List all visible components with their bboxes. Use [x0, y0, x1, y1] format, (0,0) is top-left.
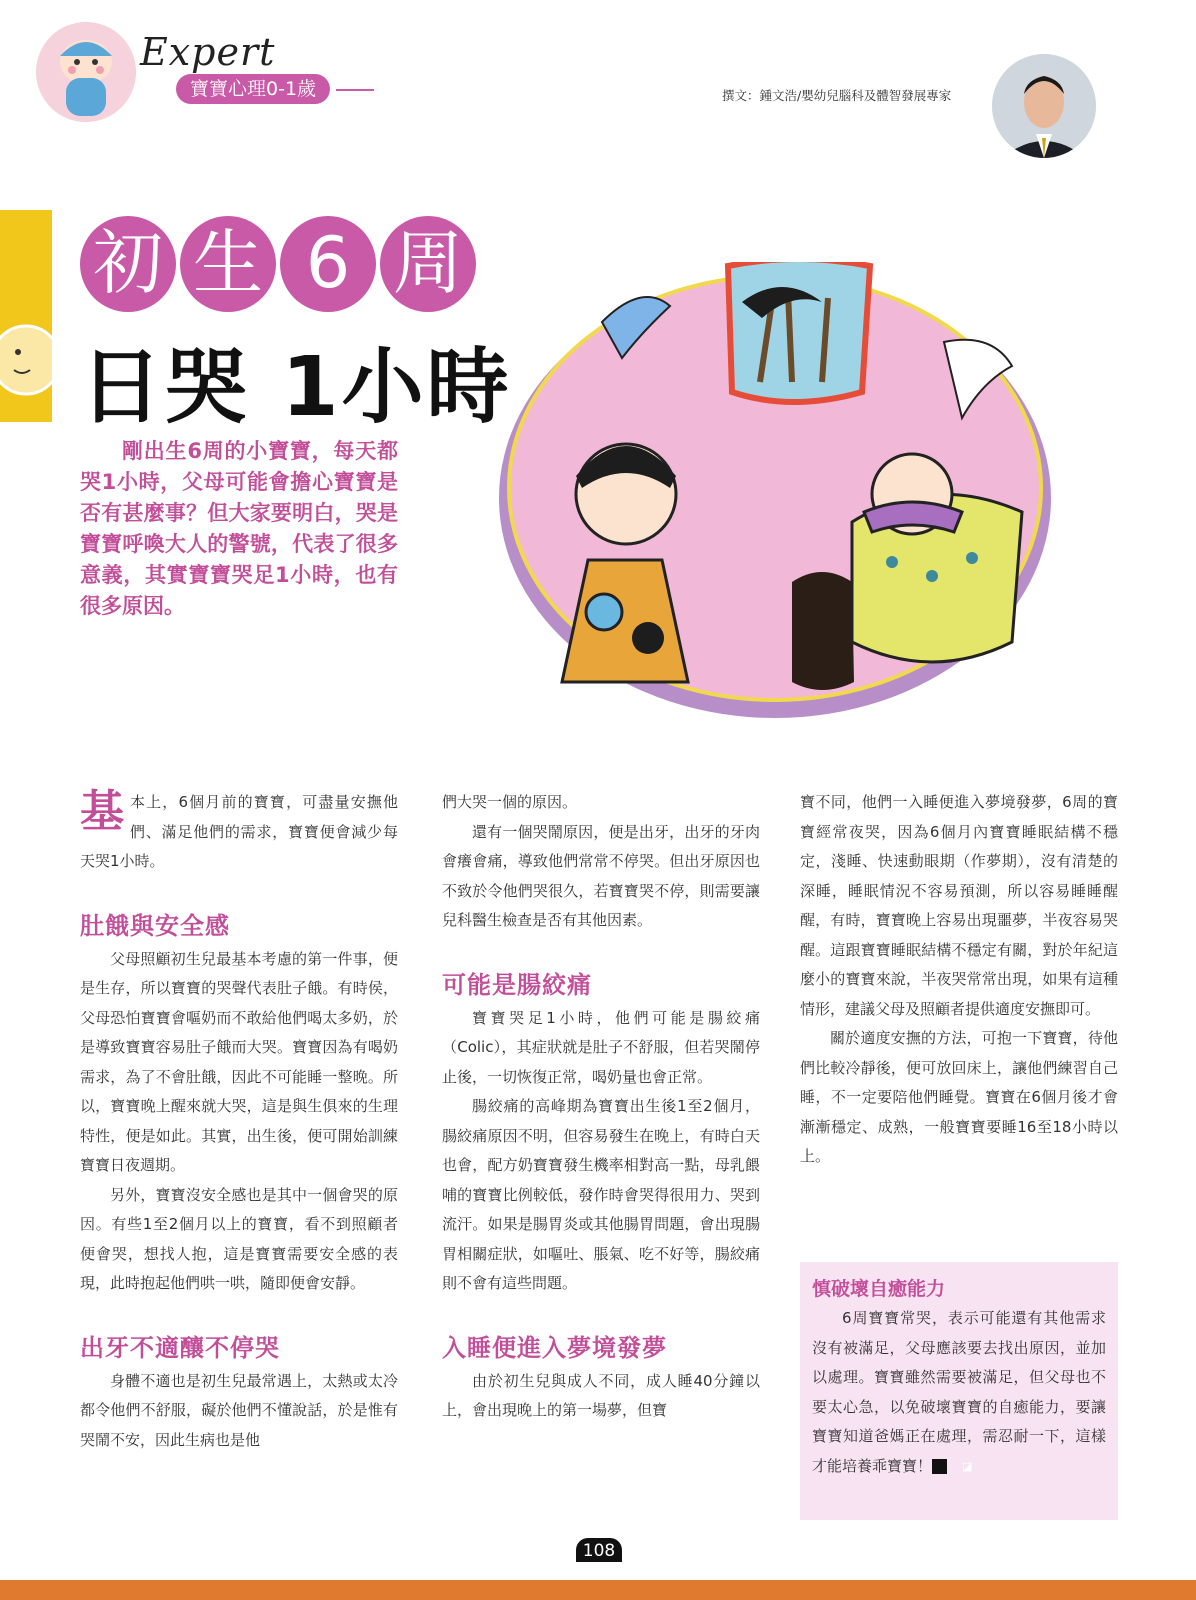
expert-label: Expert [140, 30, 276, 74]
paragraph: 另外，寶寶沒安全感也是其中一個會哭的原因。有些1至2個月以上的寶寶，看不到照顧者便會哭，想找人抱，這是寶寶需要安全感的表現，此時抱起他們哄一哄，隨即便會安靜。 [80, 1185, 398, 1292]
tip-box [800, 1262, 1118, 1520]
paragraph: 身體不適也是初生兒最常遇上，太熱或太冷都令他們不舒服，礙於他們不懂說話，於是惟有哭鬧不安，因此生病也是他 [80, 1371, 398, 1449]
page-title: 日哭 1小時 [80, 340, 512, 435]
paragraph: 寶不同，他們一入睡便進入夢境發夢，6周的寶寶經常夜哭，因為6個月內寶寶睡眠結構不穩定，淺睡、快速動眼期（作夢期），沒有清楚的深睡，睡眠情況不容易預測，所以容易睡睡醒醒，有時，寶寶晚上容易出現噩夢，半夜容易哭醒。這跟寶寶睡眠結構不穩定有關，對於年紀這麼小的寶寶來說，半夜哭常常出現，如果有這種情形，建議父母及照顧者提供適度安撫即可。 [800, 793, 1118, 1018]
paragraph: 基本上，6個月前的寶寶，可盡量安撫他們、滿足他們的需求，寶寶便會減少每天哭1小時。 [80, 786, 398, 870]
title-char-3: 6 [280, 216, 376, 312]
paragraph: 寶寶哭足1小時，他們可能是腸絞痛（Colic），其症狀就是肚子不舒服，但若哭鬧停止後，一切恢復正常，喝奶量也會正常。 [442, 1008, 760, 1086]
intro-paragraph: 剛出生6周的小寶寶，每天都哭1小時，父母可能會擔心寶寶是否有甚麼事？但大家要明白，哭是寶寶呼喚大人的警號，代表了很多意義，其實寶寶哭足1小時，也有很多原因。 [80, 439, 398, 618]
footer-bar [0, 1580, 1196, 1600]
article-column-1 [80, 788, 398, 1455]
baby-avatar-icon [36, 22, 136, 122]
paragraph: 腸絞痛的高峰期為寶寶出生後1至2個月，腸絞痛原因不明，但容易發生在晚上，有時白天也會，配方奶寶寶發生機率相對高一點，母乳餵哺的寶寶比例較低，發作時會哭得很用力、哭到流汗。如果是腸胃炎或其他腸胃問題，會出現腸胃相關症狀，如嘔吐、脹氣、吃不好等，腸絞痛則不會有這些問題。 [442, 1097, 760, 1292]
title-char-1: 初 [80, 216, 176, 312]
section-heading: 肚餓與安全感 [80, 911, 230, 940]
paragraph: 父母照顧初生兒最基本考慮的第一件事，便是生存，所以寶寶的哭聲代表肚子餓。有時侯，父母恐怕寶寶會嘔奶而不敢給他們喝太多奶，於是導致寶寶容易肚子餓而大哭。寶寶因為有喝奶需求，為了不會肚餓，因此不可能睡一整晚。所以，寶寶晚上醒來就大哭，這是與生俱來的生理特性，便是如此。其實，出生後，便可開始訓練寶寶日夜週期。 [80, 949, 398, 1174]
paragraph: 由於初生兒與成人不同，成人睡40分鐘以上，會出現晚上的第一場夢，但寶 [442, 1371, 760, 1419]
section-heading: 出牙不適釀不停哭 [80, 1333, 280, 1362]
drop-cap: 基 [80, 786, 124, 837]
article-column-3 [800, 788, 1118, 1172]
section-label: 寶寶心理0-1歲 [176, 74, 330, 104]
paragraph: 們大哭一個的原因。 [442, 793, 578, 811]
children-illustration [492, 262, 1058, 724]
paragraph: 還有一個哭鬧原因，便是出牙，出牙的牙肉會癢會痛，導致他們常常不停哭。但出牙原因也不致於令他們哭很久，若寶寶哭不停，則需要讓兒科醫生檢查是否有其他因素。 [442, 822, 760, 929]
article-column-2 [442, 788, 760, 1426]
end-mark-icon: ◪ [932, 1459, 947, 1474]
section-heading: 入睡便進入夢境發夢 [442, 1333, 667, 1362]
title-char-4: 周 [380, 216, 476, 312]
author-photo [992, 54, 1096, 158]
tip-box-title: 慎破壞自癒能力 [812, 1278, 946, 1300]
side-tab-decoration [0, 210, 52, 422]
page-number: 108 [576, 1538, 622, 1562]
title-char-2: 生 [180, 216, 276, 312]
tip-box-text: 6周寶寶常哭，表示可能還有其他需求沒有被滿足，父母應該要去找出原因，並加以處理。寶寶雖然需要被滿足，但父母也不要太心急，以免破壞寶寶的自癒能力，要讓寶寶知道爸媽正在處理，需忍耐一下，這樣才能培養乖寶寶！ ◪ [812, 1309, 1106, 1475]
section-divider [336, 89, 374, 91]
author-byline: 撰文：鍾文浩/嬰幼兒腦科及體智發展專家 [722, 88, 952, 103]
section-heading: 可能是腸絞痛 [442, 970, 592, 999]
paragraph: 關於適度安撫的方法，可抱一下寶寶，待他們比較冷靜後，便可放回床上，讓他們練習自己睡，不一定要陪他們睡覺。寶寶在6個月後才會漸漸穩定、成熟，一般寶寶要睡16至18小時以上。 [800, 1029, 1118, 1165]
